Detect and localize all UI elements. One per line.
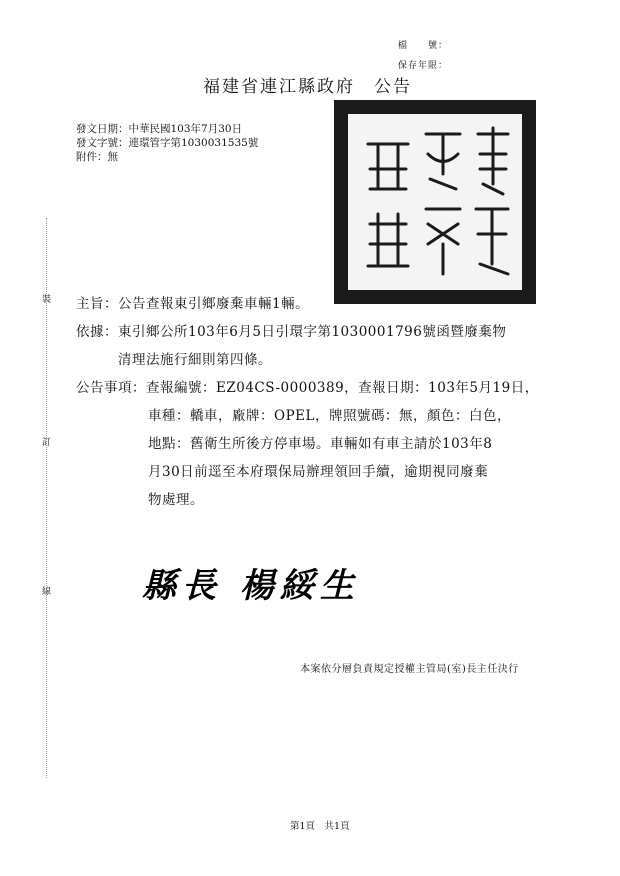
notice-line-3: 地點：舊衛生所後方停車場。車輛如有車主請於103年8 — [148, 436, 493, 452]
issue-date: 發文日期：中華民國103年7月30日 — [76, 123, 243, 135]
subject-line: 主旨：公告查報東引鄉廢棄車輛1輛。 — [76, 296, 310, 312]
notice-line-4: 月30日前逕至本府環保局辦理領回手續，逾期視同廢棄 — [148, 464, 489, 480]
document-title: 福建省連江縣政府 公告 — [203, 77, 412, 97]
binding-mark-line: 線 — [42, 587, 52, 597]
archive-number-label: 檔 號： — [398, 41, 449, 51]
document-number: 發文字號：連環管字第1030031535號 — [76, 137, 259, 149]
seal-glyphs — [348, 114, 522, 290]
page-number: 第1頁 共1頁 — [290, 821, 350, 832]
basis-line-2: 清理法施行細則第四條。 — [118, 352, 272, 368]
attachment-info: 附件：無 — [76, 151, 118, 163]
magistrate-signature: 縣長 楊綏生 — [142, 566, 360, 606]
retention-period-label: 保存年限： — [398, 61, 449, 71]
notice-line-2: 車種：轎車，廠牌：OPEL，牌照號碼：無，顏色：白色， — [148, 408, 511, 424]
binding-line — [46, 218, 48, 778]
basis-line-1: 依據：東引鄉公所103年6月5日引環字第1030001796號函暨廢棄物 — [76, 324, 507, 340]
seal-face — [348, 114, 522, 290]
official-seal — [334, 100, 536, 304]
binding-mark-bind: 裝 — [42, 295, 52, 305]
notice-line-1: 公告事項：查報編號：EZ04CS-0000389，查報日期：103年5月19日， — [76, 380, 539, 396]
delegation-note: 本案依分層負責規定授權主管局(室)長主任決行 — [300, 664, 519, 675]
binding-mark-staple: 訂 — [42, 438, 52, 448]
notice-line-5: 物處理。 — [148, 492, 204, 508]
